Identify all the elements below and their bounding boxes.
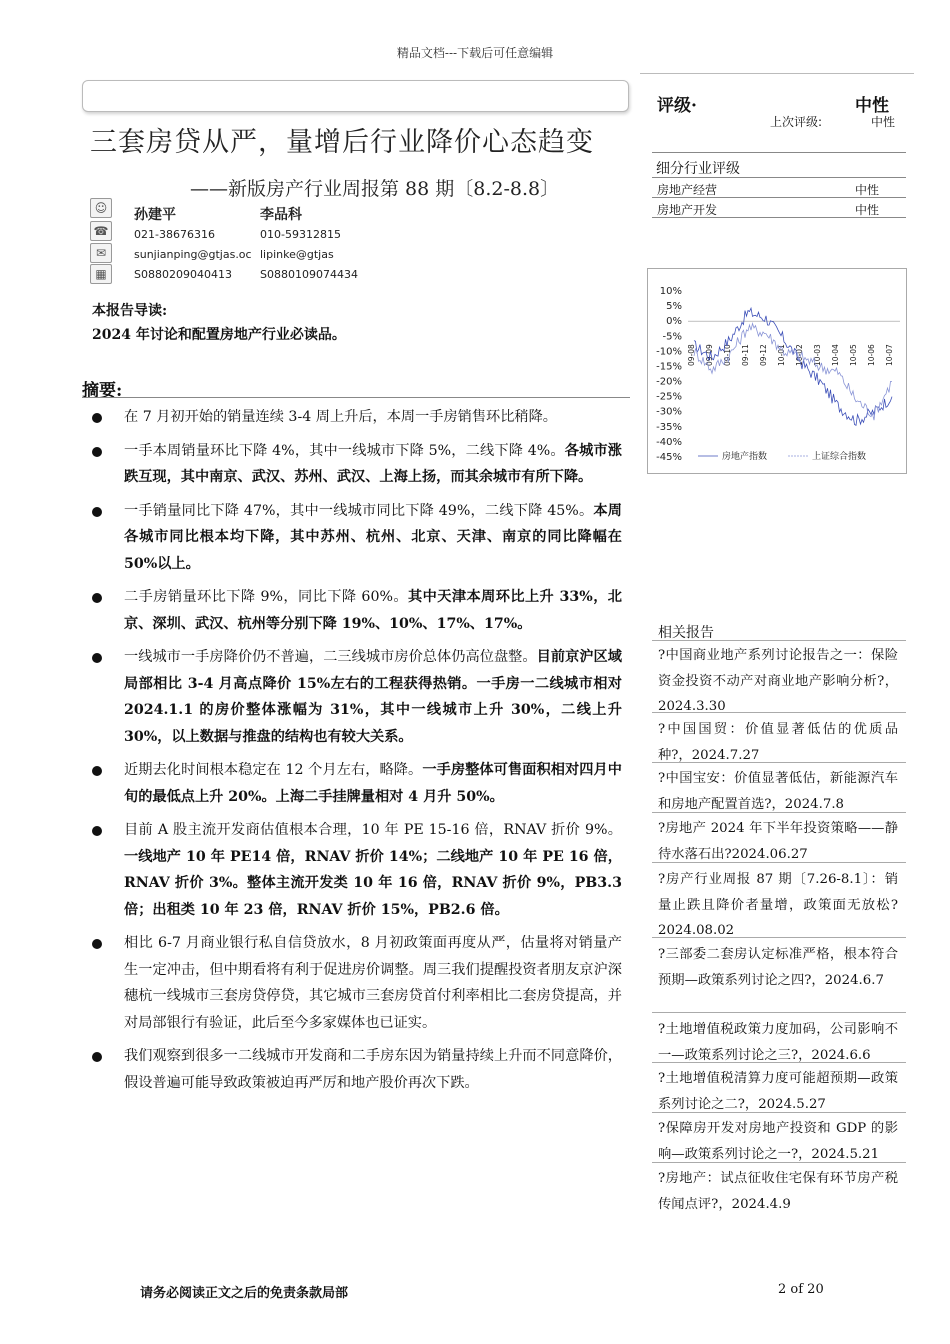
summary-bullet xyxy=(92,584,622,637)
x-tick-label: 10-07 xyxy=(885,344,894,366)
author-cert: S0880109074434 xyxy=(260,268,358,281)
index-chart xyxy=(648,269,906,473)
previous-rating-label: 上次评级: xyxy=(770,115,823,129)
x-tick-label: 10-03 xyxy=(813,344,822,366)
divider xyxy=(652,712,906,713)
series-line xyxy=(694,324,892,421)
summary-bullet-list xyxy=(92,404,622,1103)
related-report-link[interactable]: ?中国宝安：价值显著低估，新能源汽车和房地产配置首选?，2024.7.8 xyxy=(658,771,898,812)
report-title: 三套房贷从严，量增后行业降价心态趋变 xyxy=(90,127,594,158)
related-report-link[interactable]: ?房地产：试点征收住宅保有环节房产税传闻点评?，2024.4.9 xyxy=(658,1171,898,1212)
summary-bullet xyxy=(92,757,622,810)
author-email[interactable]: sunjianping@gtjas.oc xyxy=(134,248,252,261)
bullet-dot-icon xyxy=(92,1052,102,1062)
y-tick-label: -25% xyxy=(656,391,682,403)
divider xyxy=(652,1062,906,1063)
bullet-text: 在 7 月初开始的销量连续 3-4 周上升后，本周一手房销售环比稍降。 xyxy=(124,409,557,425)
bullet-text: 一手销量同比下降 47%，其中一线城市同比下降 49%，二线下降 45%。 xyxy=(124,502,594,519)
bullet-bold-text: 其中天津本周环比上升 33%，北京、深圳、武汉、杭州等分别下降 19%、10%、17%、17%。 xyxy=(124,589,622,632)
bullet-dot-icon xyxy=(92,766,102,776)
author-name: 孙建平 xyxy=(134,207,176,223)
bullet-bold-text: 一手房整体可售面积相对四月中旬的最低点上升 20%。上海二手挂牌量相对 4 月升 50%。 xyxy=(124,762,622,805)
divider xyxy=(652,1162,906,1163)
chart-container xyxy=(647,268,907,474)
author-name: 李品科 xyxy=(260,207,302,223)
bullet-text: 二手房销量环比下降 9%，同比下降 60%。 xyxy=(124,589,409,605)
y-tick-label: -10% xyxy=(656,346,682,358)
bullet-bold-text: 本周各城市同比根本均下降，其中苏州、杭州、北京、天津、南京的同比降幅在 50%以上。 xyxy=(124,502,622,572)
y-tick-label: -35% xyxy=(656,421,682,433)
divider xyxy=(652,862,906,863)
summary-bullet xyxy=(92,1043,622,1096)
bullet-text: 相比 6-7 月商业银行私自信贷放水，8 月初政策面再度从严，估量将对销量产生一定冲击，但中期看将有利于促进房价调整。周三我们提醒投资者朋友京沪深穗杭一线城市三套房贷停贷，其它城市三套房贷首付利率相比二套房贷提高，并对局部银行有验证，此后至今多家媒体也已证实。 xyxy=(124,935,622,1031)
summary-bullet xyxy=(92,498,622,578)
bullet-bold-text: 一线地产 10 年 PE14 倍，RNAV 折价 14%；二线地产 10 年 PE 16 倍，RNAV 折价 3%。整体主流开发类 10 年 16 倍，RNAV 折价 9%，PB3.3 倍；出租类 10 年 23 倍，RNAV 折价 15%，PB2.6 倍。 xyxy=(124,848,622,918)
bullet-text: 一手本周销量环比下降 4%，其中一线城市下降 5%，二线下降 4%。 xyxy=(124,442,565,459)
author-cert: S0880209040413 xyxy=(134,268,232,281)
phone-icon: ☎ xyxy=(90,221,112,241)
bullet-dot-icon xyxy=(92,447,102,457)
divider xyxy=(652,937,906,938)
bullet-bold-text: 目前京沪区域局部相比 3-4 月高点降价 15%左右的工程获得热销。一手房一二线城市相对 2024.1.1 的房价整体涨幅为 31%，其中一线城市上升 30%，二线上升 30%，以上数据与推盘的结构也有较大关系。 xyxy=(124,649,622,745)
bullet-bold-text: 各城市涨跌互现，其中南京、武汉、苏州、武汉、上海上扬，而其余城市有所下降。 xyxy=(124,442,622,485)
y-tick-label: -15% xyxy=(656,361,682,373)
author-phone: 021-38676316 xyxy=(134,228,215,241)
sub-rating-header: 细分行业评级 xyxy=(656,161,740,177)
related-report-link[interactable]: ?土地增值税清算力度可能超预期—政策系列讨论之二?，2024.5.27 xyxy=(658,1071,898,1112)
sub-rating-label: 房地产经营 xyxy=(657,183,718,197)
summary-bullet xyxy=(92,817,622,923)
x-tick-label: 10-05 xyxy=(849,344,858,366)
x-tick-label: 09-08 xyxy=(687,344,696,366)
certificate-icon: ▦ xyxy=(90,264,112,284)
x-tick-label: 09-09 xyxy=(705,344,714,366)
divider xyxy=(652,762,906,763)
rating-value: 中性 xyxy=(855,96,889,116)
summary-bullet xyxy=(92,438,622,491)
summary-title: 摘要: xyxy=(82,381,123,401)
y-tick-label: -5% xyxy=(662,331,682,343)
y-tick-label: -20% xyxy=(656,376,682,388)
x-tick-label: 10-02 xyxy=(795,344,804,366)
related-report-link[interactable]: ?中国商业地产系列讨论报告之一：保险资金投资不动产对商业地产影响分析?，2024.3.30 xyxy=(658,648,898,714)
related-report-link[interactable]: ?保障房开发对房地产投资和 GDP 的影响—政策系列讨论之一?，2024.5.21 xyxy=(658,1121,898,1162)
y-tick-label: -40% xyxy=(656,436,682,448)
divider xyxy=(652,1112,906,1113)
summary-bullet xyxy=(92,930,622,1036)
sub-rating-value: 中性 xyxy=(855,203,880,217)
person-icon: ☺ xyxy=(90,198,112,218)
x-tick-label: 10-01 xyxy=(777,344,786,366)
y-tick-label: 5% xyxy=(666,301,682,313)
email-icon: ✉ xyxy=(90,243,112,263)
related-report-link[interactable]: ?房地产 2024 年下半年投资策略——静待水落石出?2024.06.27 xyxy=(658,821,898,862)
bullet-dot-icon xyxy=(92,826,102,836)
sub-rating-value: 中性 xyxy=(855,183,880,197)
divider xyxy=(652,640,906,641)
previous-rating-value: 中性 xyxy=(871,115,896,129)
related-report-link[interactable]: ?中国国贸：价值显著低估的优质品种?，2024.7.27 xyxy=(658,722,898,763)
related-report-link[interactable]: ?房产行业周报 87 期〔7.26-8.1〕：销量止跌且降价者量增，政策面无放松?2024.08.02 xyxy=(658,872,898,938)
x-tick-label: 09-12 xyxy=(759,344,768,366)
bullet-text: 近期去化时间根本稳定在 12 个月左右，略降。 xyxy=(124,762,423,778)
related-report-link[interactable]: ?土地增值税政策力度加码，公司影响不一—政策系列讨论之三?，2024.6.6 xyxy=(658,1022,898,1063)
y-tick-label: 10% xyxy=(659,286,682,297)
bullet-text: 一线城市一手房降价仍不普遍，二三线城市房价总体仍高位盘整。 xyxy=(124,649,537,665)
summary-bullet xyxy=(92,644,622,750)
bullet-dot-icon xyxy=(92,507,102,517)
bullet-text: 我们观察到很多一二线城市开发商和二手房东因为销量持续上升而不同意降价，假设普遍可能导致政策被迫再严厉和地产股价再次下跌。 xyxy=(124,1048,622,1091)
sidebar-top-rule xyxy=(640,73,914,74)
y-tick-label: -30% xyxy=(656,406,682,418)
x-tick-label: 09-11 xyxy=(741,344,750,366)
footer-disclaimer: 请务必阅读正文之后的免责条款局部 xyxy=(140,1286,349,1301)
author-phone: 010-59312815 xyxy=(260,228,341,241)
related-reports-header: 相关报告 xyxy=(658,625,714,641)
x-tick-label: 10-04 xyxy=(831,344,840,366)
bullet-dot-icon xyxy=(92,593,102,603)
divider xyxy=(652,1012,906,1013)
page-number: 2 of 20 xyxy=(778,1282,824,1297)
y-tick-label: -45% xyxy=(656,452,682,463)
guide-text: 2024 年讨论和配置房地产行业必读品。 xyxy=(92,327,346,343)
divider xyxy=(652,177,906,178)
rating-label: 评级· xyxy=(657,96,697,116)
divider xyxy=(652,197,906,198)
x-tick-label: 09-10 xyxy=(723,344,732,366)
bullet-text: 目前 A 股主流开发商估值根本合理，10 年 PE 15-16 倍，RNAV 折价 9%。 xyxy=(124,822,622,838)
author-email[interactable]: lipinke@gtjas xyxy=(260,248,334,261)
bullet-dot-icon xyxy=(92,413,102,423)
divider xyxy=(652,152,906,153)
y-tick-label: 0% xyxy=(666,316,682,328)
related-report-link[interactable]: ?三部委二套房认定标准严格，根本符合预期—政策系列讨论之四?，2024.6.7 xyxy=(658,947,898,988)
report-subtitle: ——新版房产行业周报第 88 期〔8.2-8.8〕 xyxy=(190,178,560,200)
bullet-dot-icon xyxy=(92,939,102,949)
legend-label: 上证综合指数 xyxy=(812,452,867,462)
title-decoration-box xyxy=(82,80,629,112)
x-tick-label: 10-06 xyxy=(867,344,876,366)
sub-rating-label: 房地产开发 xyxy=(657,203,718,217)
legend-label: 房地产指数 xyxy=(722,452,768,462)
divider xyxy=(652,812,906,813)
summary-divider xyxy=(82,397,630,398)
page-header-text: 精品文档---下载后可任意编辑 xyxy=(396,46,554,60)
summary-bullet xyxy=(92,404,622,431)
bullet-dot-icon xyxy=(92,653,102,663)
divider xyxy=(652,217,906,218)
guide-label: 本报告导读: xyxy=(92,303,168,319)
